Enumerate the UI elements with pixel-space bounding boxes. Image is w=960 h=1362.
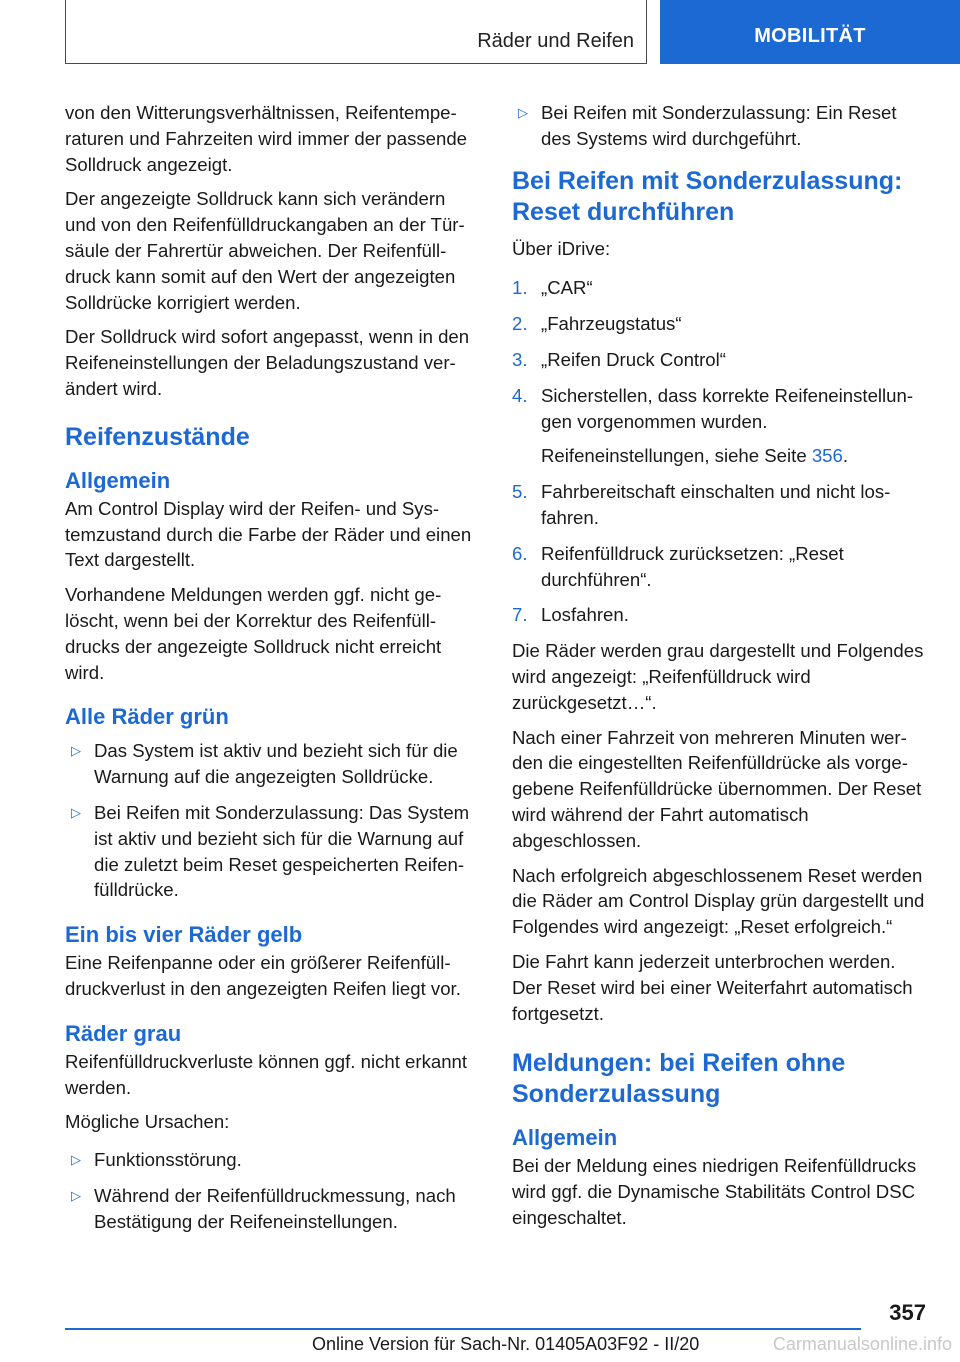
list-item: ▷ Funktionsstörung. xyxy=(65,1147,481,1173)
triangle-bullet-icon: ▷ xyxy=(71,743,81,759)
step-subparagraph: Reifeneinstellungen, siehe Seite 356. xyxy=(541,445,849,467)
heading-reifenzustaende: Reifenzustände xyxy=(65,422,250,451)
list-item: ▷ Bei Reifen mit Sonderzulassung: Das System ist aktiv und bezieht sich für die Warnung auf die zuletzt beim Reset gespeicherten Reifenfülldrücke. xyxy=(71,801,470,901)
triangle-bullet-icon: ▷ xyxy=(71,804,81,820)
paragraph: Mögliche Ursachen: xyxy=(65,1111,230,1133)
heading-raeder-gelb: Ein bis vier Räder gelb xyxy=(65,922,303,948)
paragraph: Vorhandene Meldungen werden ggf. nicht gelöscht, wenn bei der Korrektur des Reifenfülldrucks der angezeigte Solldruck nicht erreicht wird. xyxy=(65,584,442,683)
page-link[interactable]: 356 xyxy=(811,445,843,467)
step-item: 6. Reifenfülldruck zurücksetzen: „Reset durchführen“. xyxy=(512,542,844,590)
paragraph: Die Fahrt kann jederzeit unterbrochen werden. Der Reset wird bei einer Weiterfahrt automatisch fortgesetzt. xyxy=(512,950,913,1024)
gruen-list xyxy=(65,738,481,903)
section-title: Räder und Reifen xyxy=(477,30,634,52)
triangle-bullet-icon: ▷ xyxy=(71,1187,81,1203)
list-item: ▷ Das System ist aktiv und bezieht sich für die Warnung auf die angezeigten Solldrücke. xyxy=(71,740,458,788)
heading-meldungen: Meldungen: bei Reifen ohne Sonderzulassung xyxy=(512,1049,846,1109)
header-frame xyxy=(65,0,647,64)
list-item: ▷ Bei Reifen mit Sonderzulassung: Ein Reset des Systems wird durchgeführt. xyxy=(518,102,897,149)
right-column xyxy=(512,100,926,1240)
paragraph: Die Räder werden grau dargestellt und Folgendes wird angezeigt: „Reifenfülldruck wird zurückgesetzt…“. xyxy=(512,640,924,713)
top-list xyxy=(512,100,926,152)
paragraph: Bei der Meldung eines niedrigen Reifenfülldrucks wird ggf. die Dynamische Stabilitäts Control DSC eingeschaltet. xyxy=(512,1155,917,1228)
heading-alle-raeder-gruen: Alle Räder grün xyxy=(65,704,229,730)
paragraph: von den Witterungsverhältnissen, Reifentemperaturen und Fahrzeiten wird immer der passende Solldruck angezeigt. xyxy=(65,102,468,175)
paragraph: Über iDrive: xyxy=(512,237,611,259)
step-item: 5. Fahrbereitschaft einschalten und nicht losfahren. xyxy=(512,481,891,528)
heading-allgemein: Allgemein xyxy=(512,1125,618,1151)
heading-allgemein: Allgemein xyxy=(65,467,171,493)
triangle-bullet-icon: ▷ xyxy=(71,1152,81,1168)
footer-divider xyxy=(65,1328,861,1330)
paragraph: Nach erfolgreich abgeschlossenem Reset werden die Räder am Control Display grün dargestellt und Folgendes wird angezeigt: „Reset erfolgreich.“ xyxy=(512,864,925,938)
paragraph: Nach einer Fahrzeit von mehreren Minuten werden die eingestellten Reifenfülldrücke als vorgegebene Reifenfülldrücke übernommen. Der Reset wird während der Fahrt automatisch abgeschlossen. xyxy=(512,726,922,851)
paragraph: Der Solldruck wird sofort angepasst, wenn in den Reifeneinstellungen der Beladungszustand verändert wird. xyxy=(65,326,470,399)
heading-raeder-grau: Räder grau xyxy=(65,1020,182,1046)
page-number: 357 xyxy=(889,1300,926,1325)
step-item: 7. Losfahren. xyxy=(512,604,629,626)
reset-steps xyxy=(512,275,926,628)
chapter-tab[interactable]: MOBILITÄT xyxy=(660,0,960,64)
step-item: 1. „CAR“ xyxy=(512,277,593,299)
left-column xyxy=(65,100,481,1245)
paragraph: Der angezeigte Solldruck kann sich verändern und von den Reifenfülldruckangaben an der Türsäule der Fahrertür abweichen. Der Reifenfülldruck kann somit auf den Wert der angezeigten Solldrücke korrigiert werden. xyxy=(65,188,465,313)
heading-reset-durchfuehren: Bei Reifen mit Sonderzulassung: Reset durchführen xyxy=(512,166,903,226)
watermark-logo: Carmanualsonline.info xyxy=(772,1334,952,1354)
list-item: ▷ Während der Reifenfülldruckmessung, nach Bestätigung der Reifeneinstellungen. xyxy=(71,1184,456,1232)
paragraph: Eine Reifenpanne oder ein größerer Reifenfülldruckverlust in den angezeigten Reifen liegt vor. xyxy=(65,952,461,999)
online-version-text: Online Version für Sach-Nr. 01405A03F92 - II/20 xyxy=(312,1334,700,1354)
step-item: 3. „Reifen Druck Control“ xyxy=(512,348,726,370)
paragraph: Am Control Display wird der Reifen- und Systemzustand durch die Farbe der Räder und einen Text dargestellt. xyxy=(65,497,472,571)
step-item: 2. „Fahrzeugstatus“ xyxy=(512,313,682,335)
triangle-bullet-icon: ▷ xyxy=(518,105,528,120)
grau-list xyxy=(65,1147,481,1234)
step-item: 4. Sicherstellen, dass korrekte Reifeneinstellungen vorgenommen wurden. Reifeneinstellungen, siehe Seite 356. xyxy=(512,383,926,469)
paragraph: Reifenfülldruckverluste können ggf. nicht erkannt werden. xyxy=(65,1050,468,1098)
